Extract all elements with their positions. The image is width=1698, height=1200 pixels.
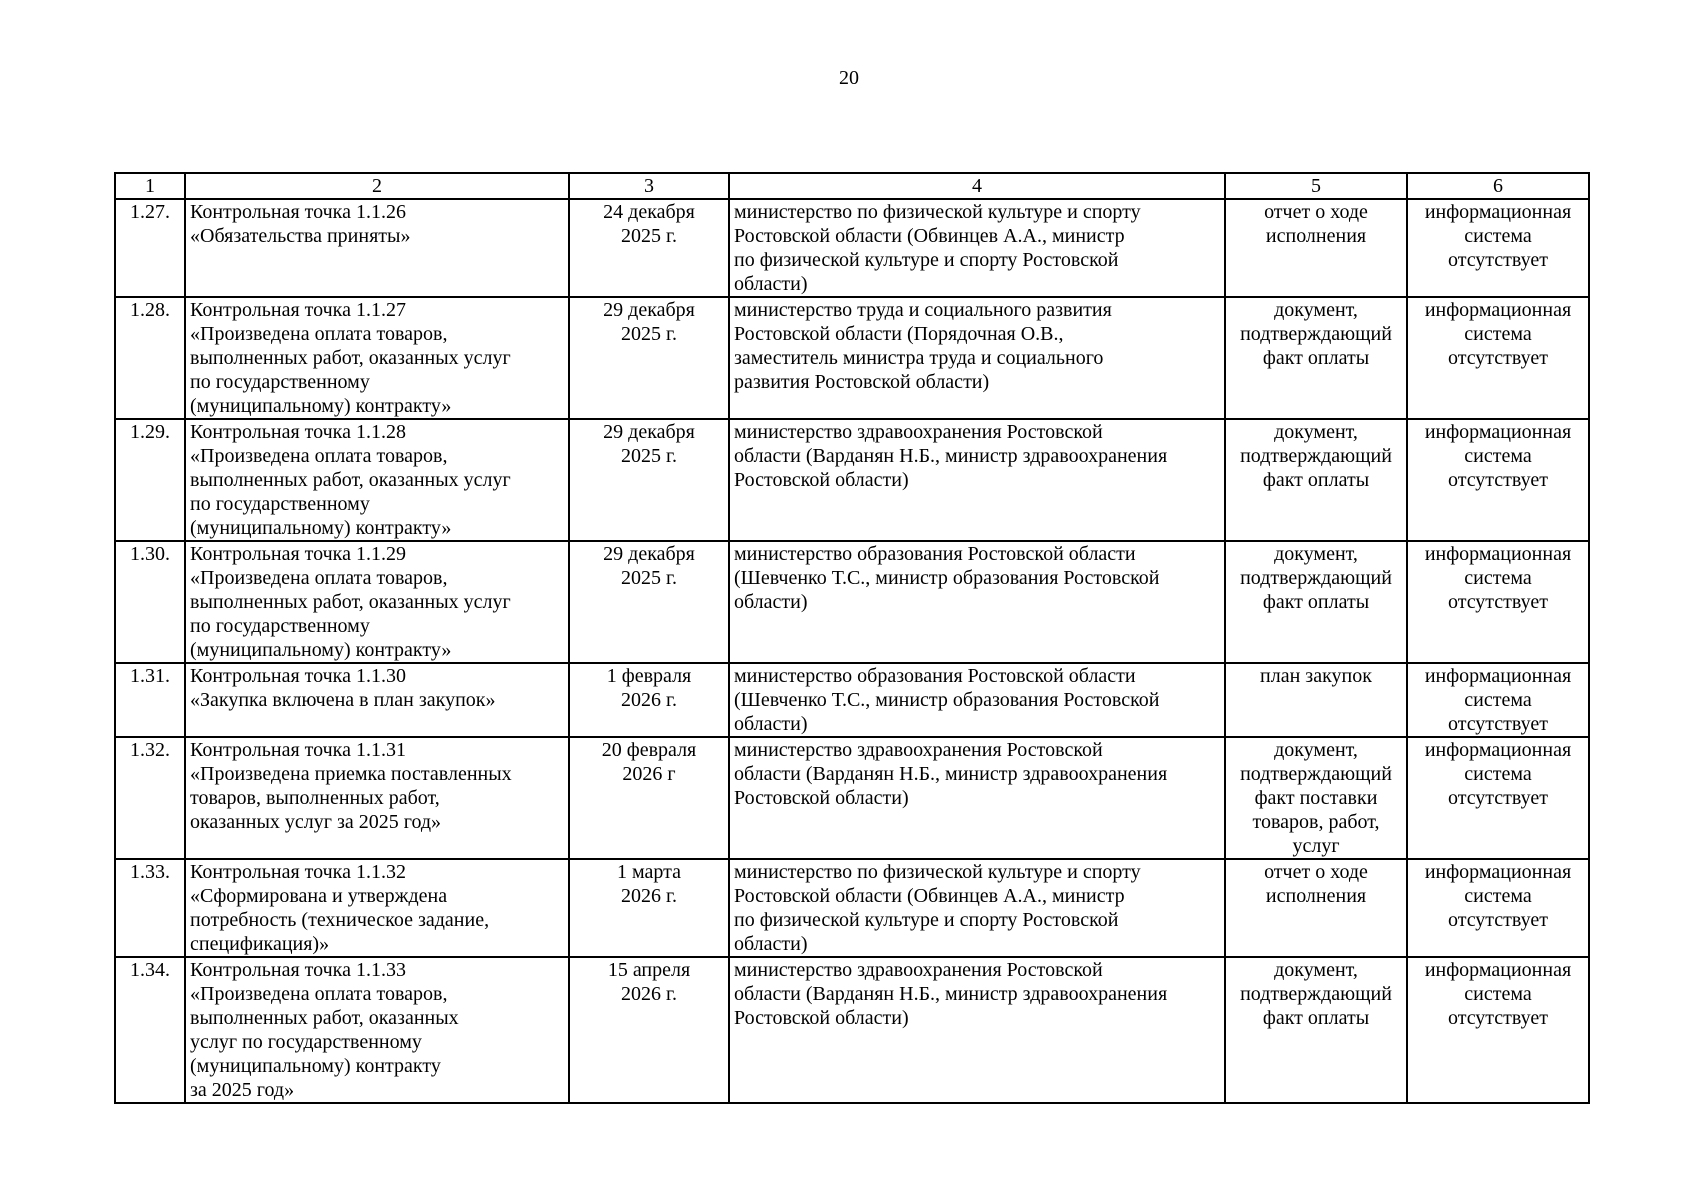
table-row <box>115 859 1589 957</box>
row-number: 1.32. <box>130 739 170 761</box>
date-cell <box>569 957 729 1103</box>
column-header-3: 3 <box>569 173 729 199</box>
control-point-name: Контрольная точка 1.1.29 «Произведена оплата товаров, выполненных работ, оказанных услуг по государственному (муниципальному) контракту» <box>190 543 511 661</box>
row-number-cell <box>115 297 185 419</box>
table-header-row <box>115 173 1589 199</box>
column-header-2: 2 <box>185 173 569 199</box>
info-system-cell <box>1407 297 1589 419</box>
table-row <box>115 199 1589 297</box>
column-header-5: 5 <box>1225 173 1407 199</box>
control-point-cell <box>185 541 569 663</box>
control-point-name: Контрольная точка 1.1.32 «Сформирована и утверждена потребность (техническое задание, спецификация)» <box>190 861 490 955</box>
responsible-cell <box>729 199 1225 297</box>
due-date: 29 декабря 2025 г. <box>603 421 695 467</box>
responsible-text: министерство образования Ростовской области (Шевченко Т.С., министр образования Ростовской области) <box>734 543 1160 613</box>
info-system-text: информационная система отсутствует <box>1424 959 1572 1029</box>
document-cell <box>1225 957 1407 1103</box>
row-number: 1.29. <box>130 421 170 443</box>
info-system-text: информационная система отсутствует <box>1424 861 1572 931</box>
page-number: 20 <box>839 67 859 89</box>
table-row <box>115 737 1589 859</box>
date-cell <box>569 541 729 663</box>
row-number-cell <box>115 859 185 957</box>
table-row <box>115 297 1589 419</box>
date-cell <box>569 419 729 541</box>
due-date: 29 декабря 2025 г. <box>603 543 695 589</box>
responsible-text: министерство образования Ростовской области (Шевченко Т.С., министр образования Ростовской области) <box>734 665 1160 735</box>
row-number-cell <box>115 663 185 737</box>
table-row <box>115 663 1589 737</box>
document-type: документ, подтверждающий факт оплаты <box>1240 959 1392 1029</box>
due-date: 1 марта 2026 г. <box>617 861 681 907</box>
responsible-text: министерство по физической культуре и спорту Ростовской области (Обвинцев А.А., министр по физической культуре и спорту Ростовской области) <box>734 861 1141 955</box>
date-cell <box>569 199 729 297</box>
due-date: 1 февраля 2026 г. <box>606 665 692 711</box>
document-cell <box>1225 541 1407 663</box>
info-system-cell <box>1407 663 1589 737</box>
control-point-cell <box>185 297 569 419</box>
row-number-cell <box>115 419 185 541</box>
responsible-text: министерство здравоохранения Ростовской области (Варданян Н.Б., министр здравоохранения Ростовской области) <box>734 739 1168 809</box>
control-point-name: Контрольная точка 1.1.26 «Обязательства приняты» <box>190 201 411 247</box>
control-point-cell <box>185 957 569 1103</box>
control-points-table <box>114 172 1590 1104</box>
row-number-cell <box>115 957 185 1103</box>
row-number: 1.28. <box>130 299 170 321</box>
info-system-text: информационная система отсутствует <box>1424 299 1572 369</box>
row-number-cell <box>115 199 185 297</box>
control-point-name: Контрольная точка 1.1.31 «Произведена приемка поставленных товаров, выполненных работ, оказанных услуг за 2025 год» <box>190 739 512 833</box>
row-number-cell <box>115 541 185 663</box>
info-system-text: информационная система отсутствует <box>1424 665 1572 735</box>
responsible-cell <box>729 419 1225 541</box>
row-number: 1.31. <box>130 665 170 687</box>
table-row <box>115 419 1589 541</box>
document-type: документ, подтверждающий факт оплаты <box>1240 421 1392 491</box>
row-number: 1.34. <box>130 959 170 981</box>
responsible-text: министерство здравоохранения Ростовской области (Варданян Н.Б., министр здравоохранения Ростовской области) <box>734 421 1168 491</box>
document-cell <box>1225 663 1407 737</box>
responsible-cell <box>729 957 1225 1103</box>
row-number: 1.33. <box>130 861 170 883</box>
document-type: документ, подтверждающий факт оплаты <box>1240 543 1392 613</box>
control-point-name: Контрольная точка 1.1.30 «Закупка включена в план закупок» <box>190 665 496 711</box>
date-cell <box>569 859 729 957</box>
info-system-text: информационная система отсутствует <box>1424 543 1572 613</box>
info-system-cell <box>1407 541 1589 663</box>
responsible-cell <box>729 541 1225 663</box>
column-header-6: 6 <box>1407 173 1589 199</box>
info-system-cell <box>1407 419 1589 541</box>
responsible-text: министерство труда и социального развития Ростовской области (Порядочная О.В., заместитель министра труда и социального развития Ростовской области) <box>734 299 1112 393</box>
document-type: документ, подтверждающий факт оплаты <box>1240 299 1392 369</box>
control-point-cell <box>185 663 569 737</box>
info-system-text: информационная система отсутствует <box>1424 201 1572 271</box>
responsible-text: министерство по физической культуре и спорту Ростовской области (Обвинцев А.А., министр по физической культуре и спорту Ростовской области) <box>734 201 1141 295</box>
date-cell <box>569 297 729 419</box>
document-cell <box>1225 199 1407 297</box>
control-point-cell <box>185 859 569 957</box>
date-cell <box>569 737 729 859</box>
control-point-name: Контрольная точка 1.1.28 «Произведена оплата товаров, выполненных работ, оказанных услуг по государственному (муниципальному) контракту» <box>190 421 511 539</box>
due-date: 29 декабря 2025 г. <box>603 299 695 345</box>
control-point-cell <box>185 199 569 297</box>
column-header-4: 4 <box>729 173 1225 199</box>
responsible-text: министерство здравоохранения Ростовской области (Варданян Н.Б., министр здравоохранения Ростовской области) <box>734 959 1168 1029</box>
date-cell <box>569 663 729 737</box>
info-system-text: информационная система отсутствует <box>1424 739 1572 809</box>
responsible-cell <box>729 663 1225 737</box>
document-type: отчет о ходе исполнения <box>1264 201 1368 247</box>
info-system-cell <box>1407 199 1589 297</box>
responsible-cell <box>729 737 1225 859</box>
due-date: 15 апреля 2026 г. <box>607 959 691 1005</box>
responsible-cell <box>729 859 1225 957</box>
info-system-cell <box>1407 737 1589 859</box>
document-cell <box>1225 737 1407 859</box>
document-cell <box>1225 859 1407 957</box>
control-point-cell <box>185 737 569 859</box>
document-type: план закупок <box>1260 665 1372 687</box>
document-type: отчет о ходе исполнения <box>1264 861 1368 907</box>
responsible-cell <box>729 297 1225 419</box>
control-point-name: Контрольная точка 1.1.27 «Произведена оплата товаров, выполненных работ, оказанных услуг по государственному (муниципальному) контракту» <box>190 299 511 417</box>
due-date: 20 февраля 2026 г <box>601 739 697 785</box>
info-system-text: информационная система отсутствует <box>1424 421 1572 491</box>
document-type: документ, подтверждающий факт поставки товаров, работ, услуг <box>1240 739 1392 857</box>
table-row <box>115 957 1589 1103</box>
table-row <box>115 541 1589 663</box>
row-number: 1.30. <box>130 543 170 565</box>
due-date: 24 декабря 2025 г. <box>603 201 695 247</box>
info-system-cell <box>1407 957 1589 1103</box>
document-cell <box>1225 297 1407 419</box>
control-point-name: Контрольная точка 1.1.33 «Произведена оплата товаров, выполненных работ, оказанных услуг по государственному (муниципальному) контракту за 2025 год» <box>190 959 459 1101</box>
document-cell <box>1225 419 1407 541</box>
column-header-1: 1 <box>115 173 185 199</box>
control-point-cell <box>185 419 569 541</box>
row-number-cell <box>115 737 185 859</box>
row-number: 1.27. <box>130 201 170 223</box>
info-system-cell <box>1407 859 1589 957</box>
